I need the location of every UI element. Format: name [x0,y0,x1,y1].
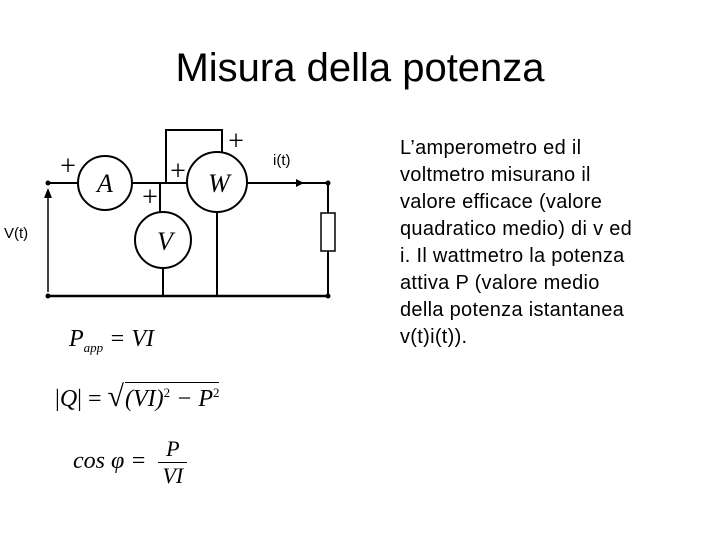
ammeter-symbol: A [97,169,113,198]
terminal-bottom-left [46,294,51,299]
plus-sign-wattmeter-voltage: + [228,126,244,157]
voltmeter-symbol: V [157,227,173,256]
formulas [55,318,305,498]
voltage-arrow-head [44,188,52,198]
description-text: L’amperometro ed il voltmetro misurano il valore efficace (valore quadratico medio) di v ed i. Il wattmetro la potenza attiva P (valore medio della potenza istantanea v(t)i(t)). [400,137,633,348]
terminal-top-right [326,181,331,186]
plus-sign-ammeter: + [60,151,76,182]
page-title: Misura della potenza [175,46,545,90]
plus-sign-wattmeter-current: + [170,156,186,187]
reactive-power-formula: $|Q| = √(VI)^2 - P^2$ [55,380,220,413]
terminal-bottom-right [326,294,331,299]
load-resistor [321,213,335,251]
power-factor-formula: cos φ = $\frac{P}{VI}$ [73,436,187,489]
voltage-label: V(t) [4,225,29,242]
power-measurement-circuit [0,115,370,315]
apparent-power-formula: $P_{app}$ = VI [69,326,155,355]
current-label: i(t) [273,152,291,169]
terminal-top-left [46,181,51,186]
current-arrow-head [296,179,304,187]
power-factor-fraction: $\frac{P}{VI}$ [158,436,187,489]
plus-sign-voltmeter: + [142,182,158,213]
wattmeter-symbol: W [208,169,230,198]
